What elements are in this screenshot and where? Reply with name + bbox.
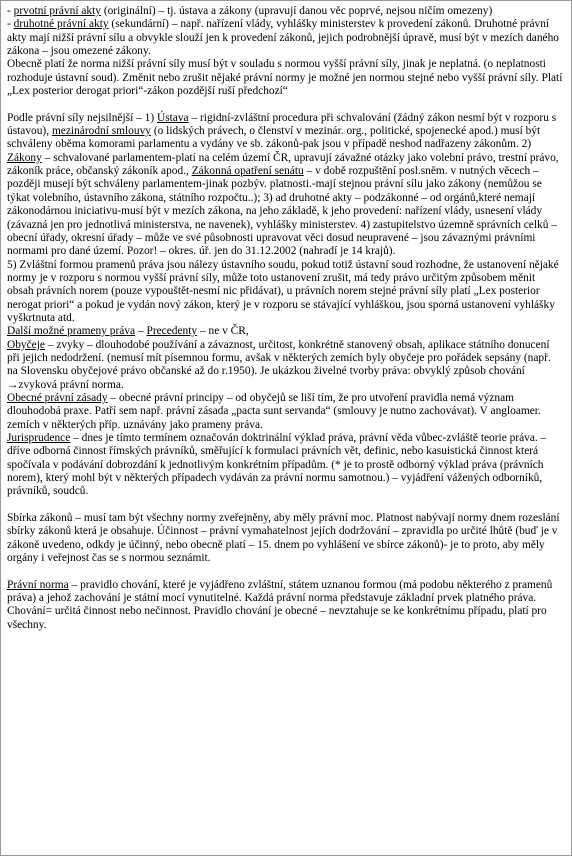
paragraph bbox=[7, 339, 563, 392]
underlined-term: Ústava bbox=[156, 111, 189, 124]
text-run: - bbox=[7, 18, 14, 31]
paragraph-spacer bbox=[7, 565, 563, 578]
paragraph-spacer bbox=[7, 499, 563, 512]
paragraph bbox=[7, 392, 563, 432]
underlined-term: druhotné právní akty bbox=[13, 18, 109, 31]
underlined-term: prvotní právní akty bbox=[13, 5, 101, 17]
text-run: – pravidlo chování, které je vyjádřeno zvláštní, státem uznanou formou (má podobu některého z pramenů práva) a jehož zachování je státní mocí vynutitelné. Každá právní norma představuje základní prvek platného práva. Chování= určitá činnost nebo nečinnost. Pravidlo chování je obecné – nevztahuje se ke konkrétnímu případu, platí pro všechny. bbox=[7, 578, 553, 631]
paragraph-spacer bbox=[7, 98, 563, 111]
paragraph bbox=[7, 325, 563, 338]
underlined-term: Obyčeje bbox=[7, 338, 45, 351]
underlined-term: Zákonná opatření senátu bbox=[191, 165, 304, 178]
text-run: - bbox=[7, 5, 14, 17]
text-run: (o lidských právech, o členství v mezinár. org., politické, spojenecké apod.) musí být schváleny oběma komorami parlamentu a vydány ve sb. zákonů-pak jsou v případě neshod nadřazeny zákonům. 2) bbox=[7, 125, 541, 151]
text-run: – rigidní-zvláštní procedura při schvalování (žádný zákon nesmí být v rozporu s ústavou), bbox=[7, 111, 557, 138]
paragraph bbox=[7, 432, 563, 499]
paragraph bbox=[7, 112, 563, 259]
text-run: – ne v ČR, bbox=[197, 325, 249, 338]
paragraph bbox=[7, 58, 563, 98]
underlined-term: Jurisprudence bbox=[7, 432, 71, 444]
text-run: – bbox=[135, 325, 147, 338]
text-run: – zvyky – dlouhodobé používání a závaznost, určitost, konkrétně stanovený obsah, aplikace státního donucení při jejich nedodržení. (nemusí mít písemnou formu, avšak v některých zemích byly obyčeje pro pořádek sepsány (např. na Slovensku obyčejové právo občanské až do r.1950). Je ukázkou živelné tvorby práva: obvyklý způsob chování →zvyková právní norma. bbox=[7, 338, 551, 391]
text-run: Sbírka zákonů – musí tam být všechny normy zveřejněny, aby měly právní moc. Platnost nabývají normy dnem rozeslání sbírky zákonů která je obsahuje. Účinnost – právní vymahatelnost jejích dodržování – zpravidla po určité lhůtě (buď je v zákoně uvedeno, odkdy je účinný, nebo obecně platí – 15. dnem po vyhlášení ve sbírce zákonů)- je to proto, aby měly orgány i veřejnost čas se s normou seznámit. bbox=[7, 512, 560, 565]
underlined-term: Právní norma bbox=[7, 578, 69, 591]
text-run: Podle právní síly nejsilnější – 1) bbox=[7, 111, 157, 124]
text-run: – obecné právní principy – od obyčejů se liší tím, že pro utvoření pravidla nemá význam dlouhodobá praxe. Patří sem např. právní zásada „pacta sunt servanda“ (smlouvy je nutno zachovávat). V angloamer. zemích v některých příp. uznávány jako prameny práva. bbox=[7, 391, 541, 431]
text-run: – schvalované parlamentem-platí na celém území ČR, upravují závažné otázky jako volební právo, trestní právo, zákoník práce, občanský zákoník apod., bbox=[7, 151, 559, 178]
paragraph bbox=[7, 18, 563, 58]
paragraph bbox=[7, 579, 563, 632]
underlined-term: Precedenty bbox=[146, 325, 198, 338]
underlined-term: mezinárodní smlouvy bbox=[51, 125, 151, 138]
underlined-term: Další možné prameny práva bbox=[7, 325, 136, 338]
text-run: 5) Zvláštní formou pramenů práva jsou nálezy ústavního soudu, pokud totiž ústavní soud rozhodne, že ustanovení nějaké normy je v rozporu s normou vyšší právní síly, může toto ustanovení zrušit, má tedy právo určitým způsobem měnit obsah právních norem (pouze vypouštět-nesmí nic přidávat), u právních norem stejné právní síly platí „Lex posterior nerogat priori“ a pokud je vydán nový zákon, který je v rozporu se stávající vyhláškou, jsou sporná ustanovení vyhlášky vyškrtnuta atd. bbox=[7, 258, 559, 324]
text-run: (sekundární) – např. nařízení vlády, vyhlášky ministerstev k provedení zákonů. Druhotné právní akty mají nižší právní sílu a obvykle slouží jen k provedení zákonů, jejich podrobnější úpravě, musí být v mezích daného zákona – jsou omezené zákony. bbox=[7, 18, 559, 58]
text-run: – v době rozpuštění posl.sněm. v nutných věcech – později musejí být schváleny parlamentem-jinak pozbýv. platnosti.-mají stejnou právní sílu jako zákony (nemůžou se týkat volebního, ústavního zákona, státního rozpočtu..); 3) ad druhotné akty – podzákonné – od orgánů,které nemají zákonodárnou iniciativu-musí být v mezích zákona, na jeho základě, k jeho provedení: nařízení vlády, usnesení vlády (závazná jen pro jednotlivá ministerstva, ne navenek), vyhlášky ministerstev. 4) zastupitelstvo územně správních celků – obecní úřady, okresní úřady – může ve své působnosti upravovat věci dosud neupravené – jsou závaznými právními normami pro dané území. Pozor! – okres. úř. jen do 31.12.2002 (nahradí je 14 krajů). bbox=[7, 165, 557, 258]
document-body bbox=[7, 5, 563, 632]
underlined-term: Zákony bbox=[7, 151, 42, 164]
paragraph bbox=[7, 512, 563, 565]
paragraph bbox=[7, 259, 563, 326]
paragraph bbox=[7, 5, 563, 18]
text-run: (originální) – tj. ústava a zákony (upravují danou věc poprvé, nejsou ničím omezeny) bbox=[100, 5, 493, 17]
underlined-term: Obecné právní zásady bbox=[7, 391, 108, 404]
text-run: Obecně platí že norma nižší právní síly musí být v souladu s normou vyšší právní síly, jinak je neplatná. (o neplatnosti rozhoduje ústavní soud). Změnit nebo zrušit nějaké právní normy je možné jen normou stejné nebo vyšší právní síly. Platí „Lex posterior derogat priori“-zákon pozdější ruší předchozí“ bbox=[7, 58, 563, 98]
text-run: – dnes je tímto termínem označován doktrinální výklad práva, právní věda vůbec-zvláště teorie práva. – dříve odborná činnost římských právníků, směřující k formulaci právních vět, definic, nebo kasuistická činnost která spočívala v podávání dobrozdání k jednotlivým konkrétním případům. (* je to prostě odborný výklad práva (právních norem), který mohl být v některých případech vydáván za právní normu samotnou.) – vyjádření vážených odborníků, právníků, soudců. bbox=[7, 432, 547, 498]
